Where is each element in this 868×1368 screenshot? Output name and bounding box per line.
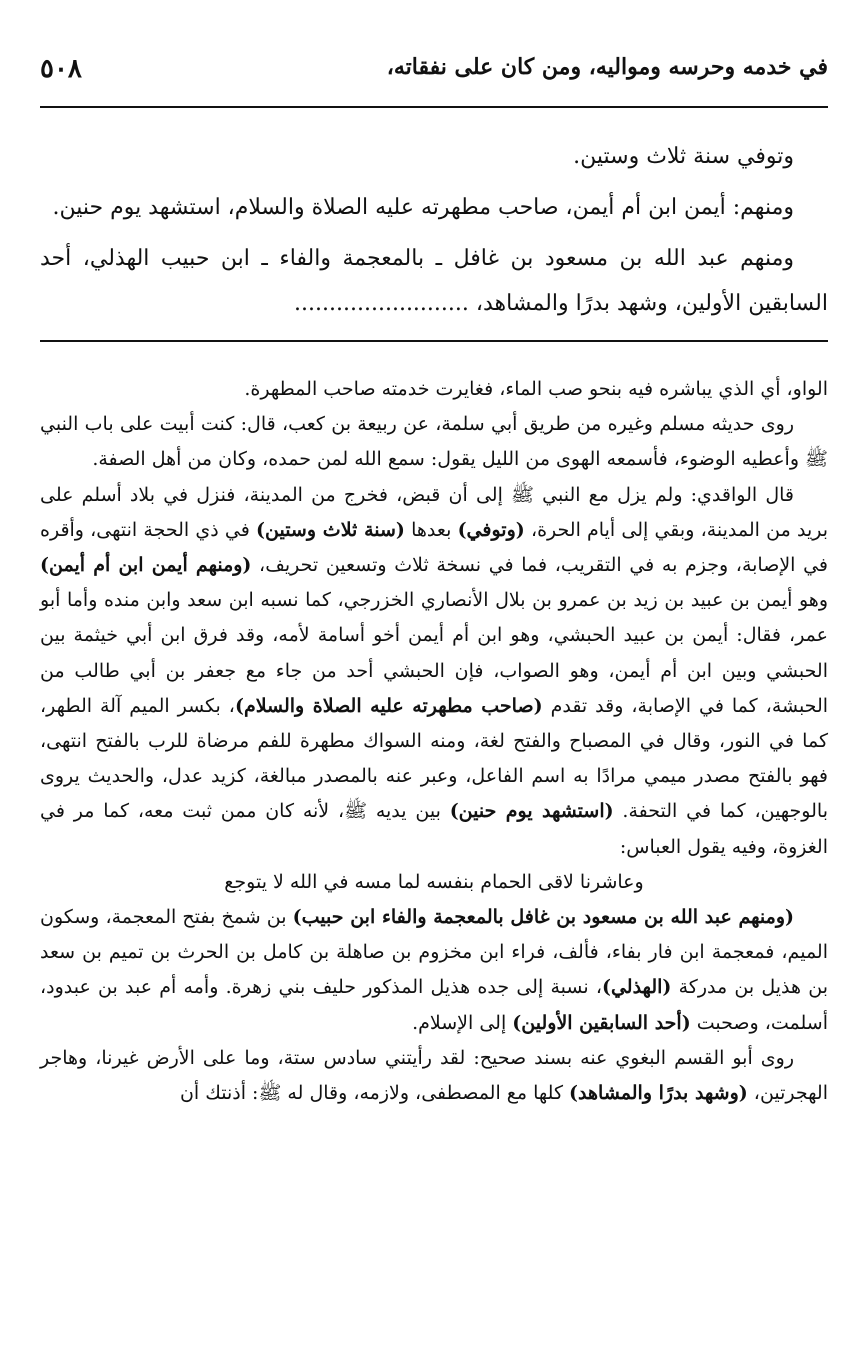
commentary-text: بين يديه ﷺ، لأنه كان ممن ثبت معه، كما مر في الغزوة، وفيه يقول العباس: [40, 800, 828, 858]
commentary-text: ، بكسر الميم آلة الطهر، كما في النور، وقال في المصباح والفتح لغة، ومنه السواك مطهرة للفم مرضاة للرب بالفتح انتهى، فهو بالفتح مصدر ميمي مرادًا به اسم الفاعل، وعبر عنه بالمصدر مبالغة، كزيد عدل، والحديث يروى بالوجهين، كما في التحفة. [40, 694, 828, 823]
commentary-text: كلها مع المصطفى، ولازمه، وقال له ﷺ: أذنتك أن [179, 1082, 570, 1105]
page-header [40, 48, 828, 98]
main-paragraph: ومنهم: أيمن ابن أم أيمن، صاحب مطهرته عليه الصلاة والسلام، استشهد يوم حنين. [52, 195, 794, 220]
commentary-text: ، نسبة إلى جده هذيل المذكور حليف بني زهرة. وأمه أم عبد بن عبدود، أسلمت، وصحبت [40, 976, 828, 1034]
quoted-main-text: (الهذلي) [601, 976, 672, 999]
commentary-paragraph [40, 478, 828, 865]
quoted-main-text: (وتوفي) [457, 518, 525, 541]
quoted-main-text: (صاحب مطهرته عليه الصلاة والسلام) [234, 694, 543, 717]
quoted-main-text: (استشهد يوم حنين) [449, 800, 614, 823]
main-text [40, 134, 828, 326]
main-paragraph: ومنهم عبد الله بن مسعود بن غافل ـ بالمعجمة والفاء ـ ابن حبيب الهذلي، أحد السابقين الأولين، وشهد بدرًا والمشاهد، ......................... [40, 246, 828, 316]
running-title: في خدمه وحرسه ومواليه، ومن كان على نفقاته، [386, 54, 828, 80]
commentary-text: في ذي الحجة انتهى، وأقره في الإصابة، وجزم به في التقريب، فما في نسخة ثلاث وتسعين تحريف، [40, 518, 829, 577]
main-paragraph: وتوفي سنة ثلاث وستين. [573, 144, 794, 169]
commentary [40, 372, 828, 1111]
header-rule [40, 106, 828, 108]
quoted-main-text: (أحد السابقين الأولين) [512, 1011, 691, 1034]
commentary-text: بن شمخ بفتح المعجمة، وسكون الميم، فمعجمة ابن فار بفاء، فألف، فراء ابن مخزوم بن صاهلة بن كامل بن الحرث بن تميم بن سعد بن هذيل بن مدركة [40, 906, 829, 999]
commentary-paragraph: روى حديثه مسلم وغيره من طريق أبي سلمة، عن ربيعة بن كعب، قال: كنت أبيت على باب النبي ﷺ وأعطيه الوضوء، فأسمعه الهوى من الليل يقول: سمع الله لمن حمده، وكان من أهل الصفة. [40, 413, 828, 471]
quoted-main-text: (سنة ثلاث وستين) [256, 518, 405, 541]
commentary-text: قال الواقدي: ولم يزل مع النبي ﷺ إلى أن قبض، فخرج من المدينة، فنزل في بلاد أسلم على بريد من المدينة، وبقي إلى أيام الحرة، [40, 483, 828, 541]
separator-rule [40, 340, 828, 342]
commentary-paragraph [40, 1041, 828, 1111]
commentary-paragraph [40, 900, 828, 1041]
quoted-main-text: (وشهد بدرًا والمشاهد) [569, 1082, 748, 1105]
commentary-text: بعدها [404, 518, 458, 541]
commentary-text: روى أبو القسم البغوي عنه بسند صحيح: لقد رأيتني سادس ستة، وما على الأرض غيرنا، وهاجر الهجرتين، [40, 1046, 828, 1105]
quoted-main-text: (ومنهم أيمن ابن أم أيمن) [40, 554, 252, 577]
commentary-paragraph: الواو، أي الذي يباشره فيه بنحو صب الماء، فغايرت خدمته صاحب المطهرة. [244, 378, 828, 400]
poetry-verse: وعاشرنا لاقى الحمام بنفسه لما مسه في الله لا يتوجع [224, 870, 644, 893]
page-number: ٥٠٨ [40, 54, 82, 84]
quoted-main-text: (ومنهم عبد الله بن مسعود بن غافل بالمعجمة والفاء ابن حبيب) [292, 906, 794, 929]
commentary-text: وهو أيمن بن عبيد بن زيد بن عمرو بن بلال الأنصاري الخزرجي، كما نسبه ابن سعد وابن منده وأما أبو عمر، فقال: أيمن بن عبيد الحبشي، وهو ابن أم أيمن أخو أسامة لأمه، وقد فرق ابن أبي خيثمة بين الحبشي وبين ابن أم أيمن، وهو الصواب، فإن الحبشي أحد من جاء مع جعفر بن أبي طالب من الحبشة، كما في الإصابة، وقد تقدم [40, 589, 829, 717]
commentary-text: إلى الإسلام. [412, 1011, 513, 1034]
